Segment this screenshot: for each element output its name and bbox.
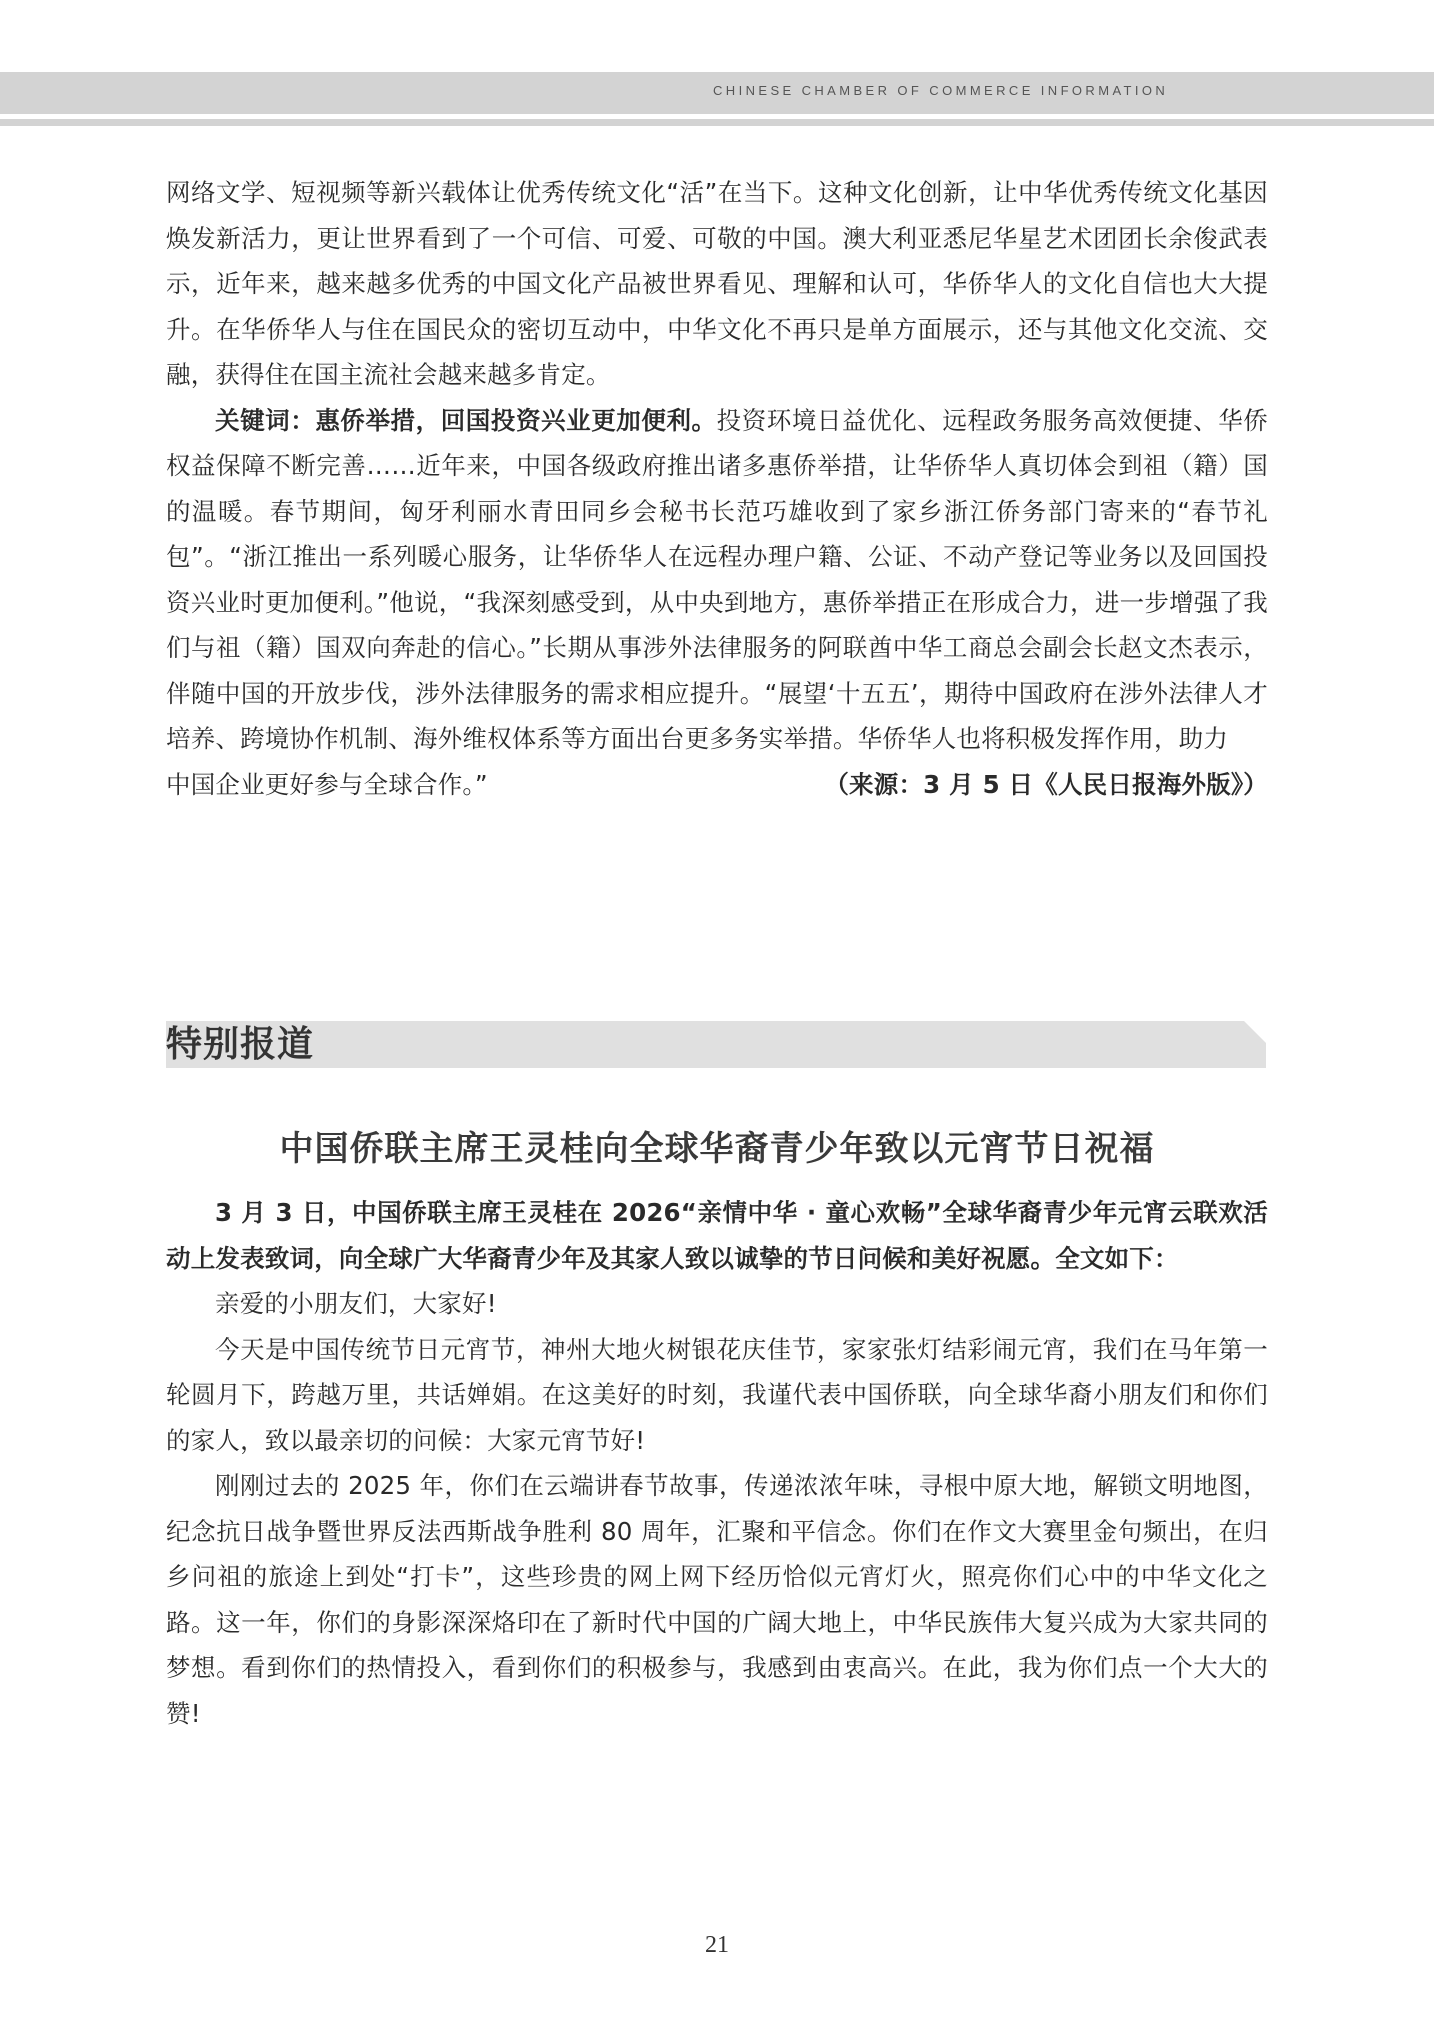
publication-name: CHINESE CHAMBER OF COMMERCE INFORMATION [713,83,1169,98]
paragraph-2: 刚刚过去的 2025 年，你们在云端讲春节故事，传递浓浓年味，寻根中原大地，解锁文明地图，纪念抗日战争暨世界反法西斯战争胜利 80 周年，汇聚和平信念。你们在作文大赛里金句频出，在归乡问祖的旅途上到处“打卡”，这些珍贵的网上网下经历恰似元宵灯火，照亮你们心中的中华文化之路。这一年，你们的身影深深烙印在了新时代中国的广阔大地上，中华民族伟大复兴成为大家共同的梦想。看到你们的热情投入，看到你们的积极参与，我感到由衷高兴。在此，我为你们点一个大大的赞! [166,1471,1268,1728]
article-lead: 3 月 3 日，中国侨联主席王灵桂在 2026“亲情中华 · 童心欢畅”全球华裔青少年元宵云联欢活动上发表致词，向全球广大华裔青少年及其家人致以诚挚的节日问候和美好祝愿。全文如下： [166,1198,1268,1273]
closing-line [166,762,1268,808]
source-citation: （来源：3 月 5 日《人民日报海外版》） [824,769,1268,799]
article-continuation [166,170,1268,807]
paragraph-1: 今天是中国传统节日元宵节，神州大地火树银花庆佳节，家家张灯结彩闹元宵，我们在马年第一轮圆月下，跨越万里，共话婵娟。在这美好的时刻，我谨代表中国侨联，向全球华裔小朋友们和你们的家人，致以最亲切的问候：大家元宵节好! [166,1334,1268,1455]
keyword-body: 投资环境日益优化、远程政务服务高效便捷、华侨权益保障不断完善……近年来，中国各级政府推出诸多惠侨举措，让华侨华人真切体会到祖（籍）国的温暖。春节期间，匈牙利丽水青田同乡会秘书长范巧雄收到了家乡浙江侨务部门寄来的“春节礼包”。“浙江推出一系列暖心服务，让华侨华人在远程办理户籍、公证、不动产登记等业务以及回国投资兴业时更加便利。”他说，“我深刻感受到，从中央到地方，惠侨举措正在形成合力，进一步增强了我们与祖（籍）国双向奔赴的信心。”长期从事涉外法律服务的阿联酋中华工商总会副会长赵文杰表示，伴随中国的开放步伐，涉外法律服务的需求相应提升。“展望‘十五五’，期待中国政府在涉外法律人才培养、跨境协作机制、海外维权体系等方面出台更多务实举措。华侨华人也将积极发挥作用，助力 [166,405,1268,753]
keyword-lead: 关键词：惠侨举措，回国投资兴业更加便利。 [215,405,717,435]
page-number: 21 [705,1932,729,1958]
keyword-paragraph [166,398,1268,762]
article-body [166,1190,1268,1736]
section-bar [166,1021,1266,1068]
closing-text: 中国企业更好参与全球合作。” [166,769,488,799]
header-rule [0,119,1434,126]
intro-paragraph: 网络文学、短视频等新兴载体让优秀传统文化“活”在当下。这种文化创新，让中华优秀传统文化基因焕发新活力，更让世界看到了一个可信、可爱、可敬的中国。澳大利亚悉尼华星艺术团团长余俊武表示，近年来，越来越多优秀的中国文化产品被世界看见、理解和认可，华侨华人的文化自信也大大提升。在华侨华人与住在国民众的密切互动中，中华文化不再只是单方面展示，还与其他文化交流、交融，获得住在国主流社会越来越多肯定。 [166,178,1268,389]
section-label: 特别报道 [166,1023,315,1065]
article-title: 中国侨联主席王灵桂向全球华裔青少年致以元宵节日祝福 [279,1129,1155,1169]
greeting: 亲爱的小朋友们，大家好! [215,1289,497,1318]
